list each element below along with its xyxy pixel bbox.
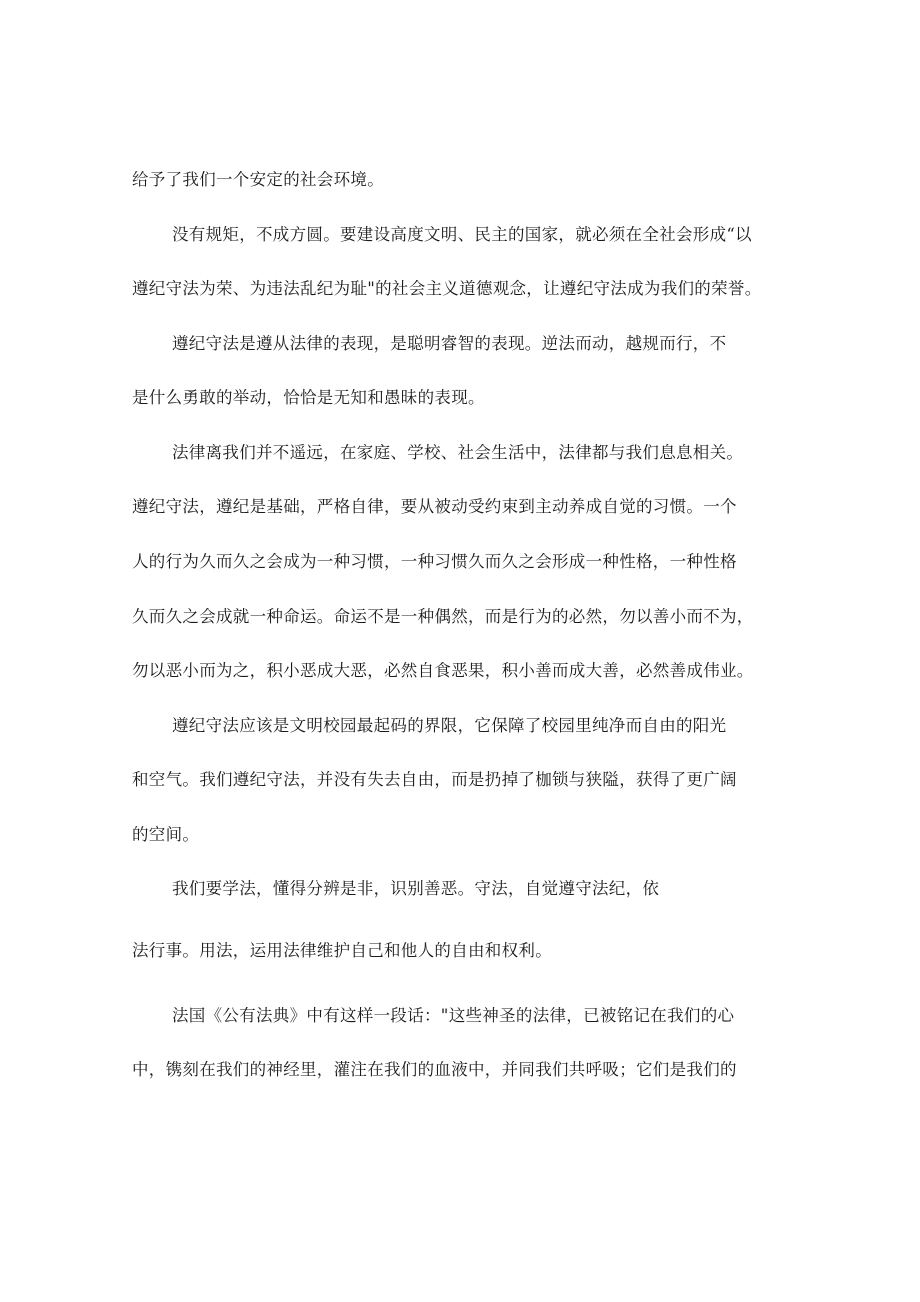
text-line-5: 是什么勇敢的举动，恰恰是无知和愚昧的表现。 bbox=[132, 388, 485, 407]
text-line-13: 的空间。 bbox=[132, 825, 200, 844]
text-line-1: 给予了我们一个安定的社会环境。 bbox=[132, 170, 384, 189]
text-line-3: 遵纪守法为荣、为违法乱纪为耻"的社会主义道德观念，让遵纪守法成为我们的荣誉。 bbox=[132, 279, 762, 298]
paragraph-start-line: 没有规矩，不成方圆。要建设高度文明、民主的国家，就必须在全社会形成“以 bbox=[172, 225, 752, 244]
text-line-15: 法行事。用法，运用法律维护自己和他人的自由和权利。 bbox=[132, 941, 552, 960]
text-line-8: 人的行为久而久之会成为一种习惯，一种习惯久而久之会形成一种性格，一种性格 bbox=[132, 552, 737, 571]
text-line-7: 遵纪守法，遵纪是基础，严格自律，要从被动受约束到主动养成自觉的习惯。一个 bbox=[132, 497, 737, 516]
paragraph-start-line: 法律离我们并不遥远，在家庭、学校、社会生活中，法律都与我们息息相关。 bbox=[172, 443, 744, 462]
paragraph-start-line: 遵纪守法应该是文明校园最起码的界限，它保障了校园里纯净而自由的阳光 bbox=[172, 716, 727, 735]
text-line-9: 久而久之会成就一种命运。命运不是一种偶然，而是行为的必然，勿以善小而不为， bbox=[132, 607, 754, 626]
paragraph-start-line: 法国《公有法典》中有这样一段话："这些神圣的法律，已被铭记在我们的心 bbox=[172, 1006, 735, 1025]
text-line-17: 中，镌刻在我们的神经里，灌注在我们的血液中，并同我们共呼吸；它们是我们的 bbox=[132, 1060, 737, 1079]
paragraph-start-line: 遵纪守法是遵从法律的表现，是聪明睿智的表现。逆法而动，越规而行，不 bbox=[172, 334, 727, 353]
paragraph-start-line: 我们要学法，懂得分辨是非，识别善恶。守法，自觉遵守法纪，依 bbox=[172, 879, 660, 898]
text-line-10: 勿以恶小而为之，积小恶成大恶，必然自食恶果，积小善而成大善，必然善成伟业。 bbox=[132, 661, 754, 680]
text-line-12: 和空气。我们遵纪守法，并没有失去自由，而是扔掉了枷锁与狭隘，获得了更广阔 bbox=[132, 770, 737, 789]
